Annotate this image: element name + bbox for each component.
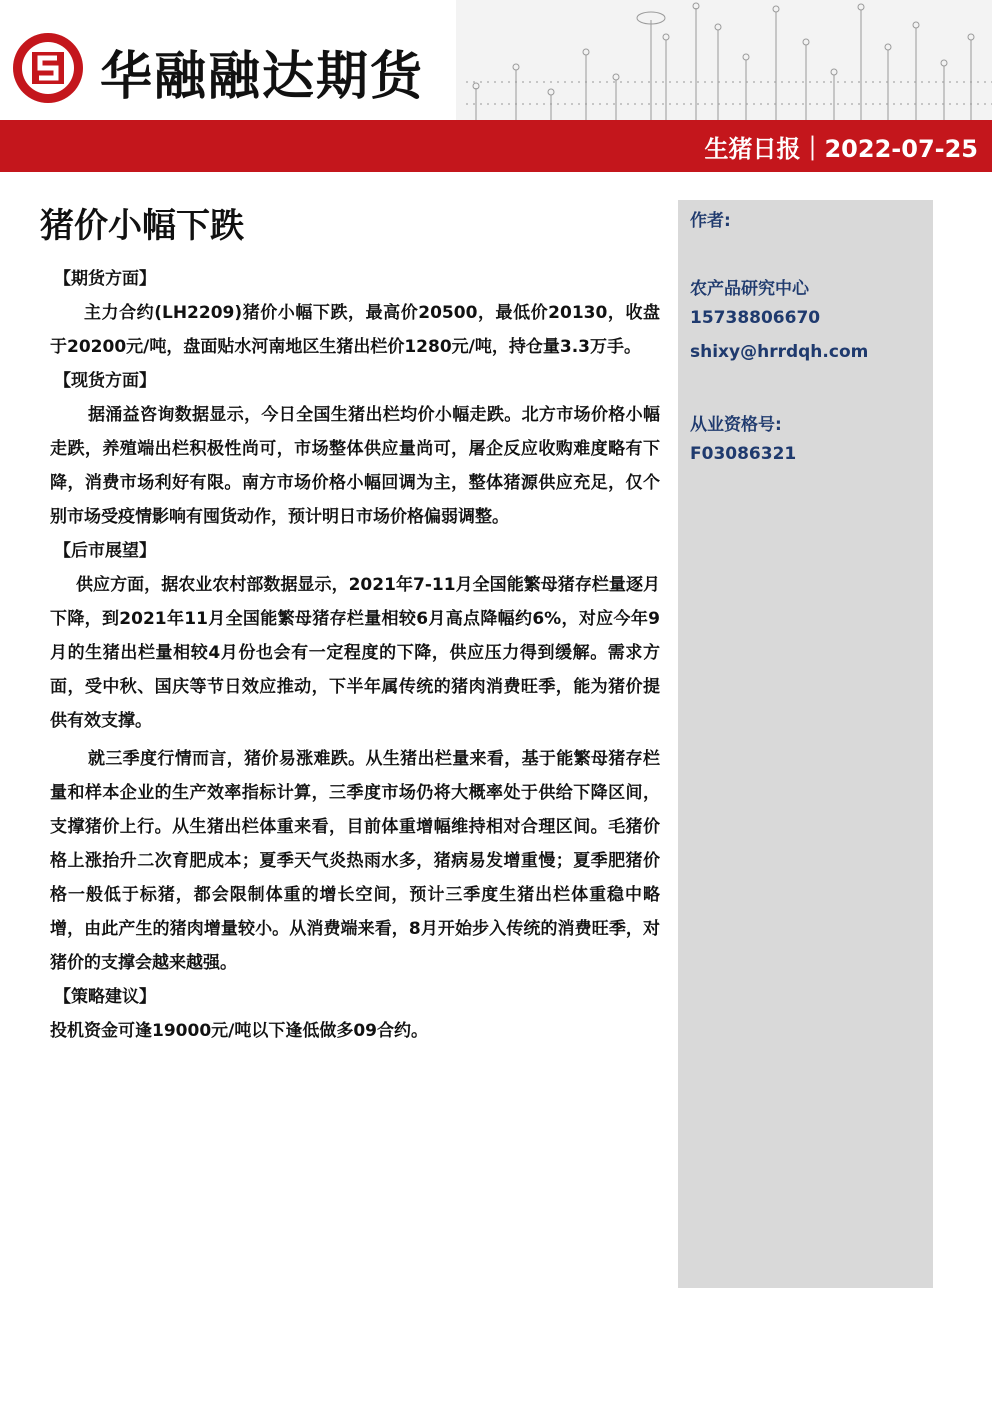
strategy-paragraph: 投机资金可逢19000元/吨以下逢低做多09合约。 <box>50 1021 429 1041</box>
license-number: F03086321 <box>690 444 797 464</box>
report-bar <box>0 120 992 172</box>
header-decoration <box>456 0 992 120</box>
author-department: 农产品研究中心 <box>690 279 809 299</box>
section-heading-spot: 【现货方面】 <box>54 371 156 391</box>
section-heading-strategy: 【策略建议】 <box>54 987 156 1007</box>
report-tag: 生猪日报｜2022-07-25 <box>704 135 978 163</box>
section-heading-outlook: 【后市展望】 <box>54 541 156 561</box>
outlook-paragraph-1: 供应方面，据农业农村部数据显示，2021年7-11月全国能繁母猪存栏量逐月下降，到2021年11月全国能繁母猪存栏量相较6月高点降幅约6%，对应今年9月的生猪出栏量相较4月份也会有一定程度的下降，供应压力得到缓解。需求方面，受中秋、国庆等节日效应推动，下半年属传统的猪肉消费旺季，能为猪价提供有效支撑。 <box>50 575 660 731</box>
author-sidebar <box>678 200 933 1288</box>
license-label: 从业资格号: <box>690 415 782 435</box>
company-logo-icon <box>10 30 86 106</box>
outlook-paragraph-2: 就三季度行情而言，猪价易涨难跌。从生猪出栏量来看，基于能繁母猪存栏量和样本企业的生产效率指标计算，三季度市场仍将大概率处于供给下降区间，支撑猪价上行。从生猪出栏体重来看，目前体重增幅维持相对合理区间。毛猪价格上涨抬升二次育肥成本；夏季天气炎热雨水多，猪病易发增重慢；夏季肥猪价格一般低于标猪，都会限制体重的增长空间，预计三季度生猪出栏体重稳中略增，由此产生的猪肉增量较小。从消费端来看，8月开始步入传统的消费旺季，对猪价的支撑会越来越强。 <box>50 749 660 973</box>
report-title: 猪价小幅下跌 <box>40 206 244 246</box>
spot-paragraph: 据涌益咨询数据显示，今日全国生猪出栏均价小幅走跌。北方市场价格小幅走跌，养殖端出栏积极性尚可，市场整体供应量尚可，屠企反应收购难度略有下降，消费市场利好有限。南方市场价格小幅回调为主，整体猪源供应充足，仅个别市场受疫情影响有囤货动作，预计明日市场价格偏弱调整。 <box>50 405 660 527</box>
report-header <box>0 0 992 172</box>
futures-paragraph: 主力合约(LH2209)猪价小幅下跌，最高价20500，最低价20130，收盘于20200元/吨，盘面贴水河南地区生猪出栏价1280元/吨，持仓量3.3万手。 <box>50 303 660 357</box>
report-body <box>50 262 660 1048</box>
section-heading-futures: 【期货方面】 <box>54 269 156 289</box>
author-phone: 15738806670 <box>690 308 821 328</box>
author-email: shixy@hrrdqh.com <box>690 342 869 362</box>
author-label: 作者: <box>690 211 731 231</box>
brand-name: 华融融达期货 <box>100 46 425 107</box>
